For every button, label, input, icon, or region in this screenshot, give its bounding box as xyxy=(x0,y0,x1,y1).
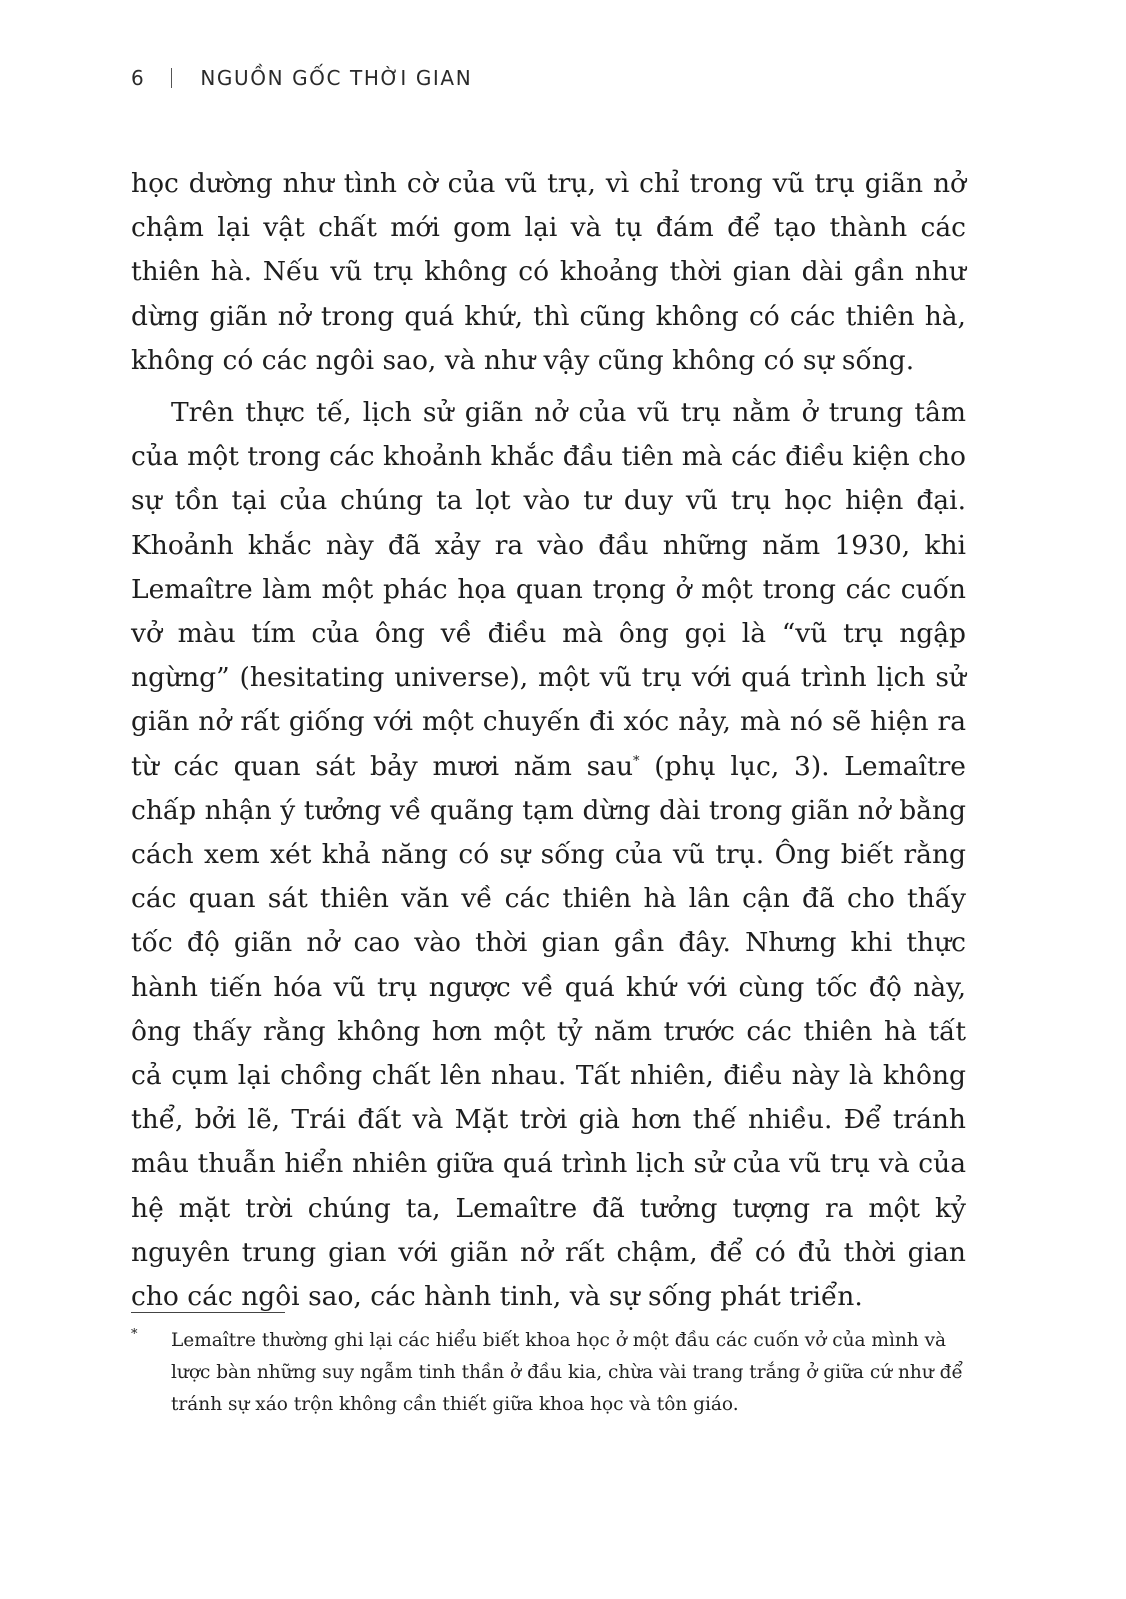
page-number: 6 xyxy=(131,66,146,90)
main-text xyxy=(131,162,966,1319)
footnote-text: Lemaître thường ghi lại các hiểu biết khoa học ở một đầu các cuốn vở của mình và lược bàn những suy ngẫm tinh thần ở đầu kia, chừa vài trang trắng ở giữa cứ như để tránh sự xáo trộn không cần thiết giữa khoa học và tôn giáo. xyxy=(171,1330,963,1415)
paragraph-2-part-1: Trên thực tế, lịch sử giãn nở của vũ trụ nằm ở trung tâm của một trong các khoảnh khắc đầu tiên mà các điều kiện cho sự tồn tại của chúng ta lọt vào tư duy vũ trụ học hiện đại. Khoảnh khắc này đã xảy ra vào đầu những năm 1930, khi Lemaître làm một phác họa quan trọng ở một trong các cuốn vở màu tím của ông về điều mà ông gọi là “vũ trụ ngập ngừng” (hesitating universe), một vũ trụ với quá trình lịch sử giãn nở rất giống với một chuyến đi xóc nảy, mà nó sẽ hiện ra từ các quan sát bảy mươi năm sau xyxy=(131,397,966,782)
footnote-marker: * xyxy=(131,1327,138,1342)
header-separator xyxy=(171,68,172,88)
paragraph-2-part-2: (phụ lục, 3). Lemaître chấp nhận ý tưởng về quãng tạm dừng dài trong giãn nở bằng cách xem xét khả năng có sự sống của vũ trụ. Ông biết rằng các quan sát thiên văn về các thiên hà lân cận đã cho thấy tốc độ giãn nở cao vào thời gian gần đây. Nhưng khi thực hành tiến hóa vũ trụ ngược về quá khứ với cùng tốc độ này, ông thấy rằng không hơn một tỷ năm trước các thiên hà tất cả cụm lại chồng chất lên nhau. Tất nhiên, điều này là không thể, bởi lẽ, Trái đất và Mặt trời già hơn thế nhiều. Để tránh mâu thuẫn hiển nhiên giữa quá trình lịch sử của vũ trụ và của hệ mặt trời chúng ta, Lemaître đã tưởng tượng ra một kỷ nguyên trung gian với giãn nở rất chậm, để có đủ thời gian cho các ngôi sao, các hành tinh, và sự sống phát triển. xyxy=(131,750,966,1313)
running-header xyxy=(131,66,472,90)
paragraph-2 xyxy=(131,391,966,1319)
footnote-reference[interactable]: * xyxy=(633,753,640,769)
footnote-divider xyxy=(131,1312,285,1313)
book-title: NGUỒN GỐC THỜI GIAN xyxy=(200,66,473,90)
footnote xyxy=(131,1325,966,1421)
paragraph-1: học dường như tình cờ của vũ trụ, vì chỉ trong vũ trụ giãn nở chậm lại vật chất mới gom lại và tụ đám để tạo thành các thiên hà. Nếu vũ trụ không có khoảng thời gian dài gần như dừng giãn nở trong quá khứ, thì cũng không có các thiên hà, không có các ngôi sao, và như vậy cũng không có sự sống. xyxy=(131,168,966,376)
